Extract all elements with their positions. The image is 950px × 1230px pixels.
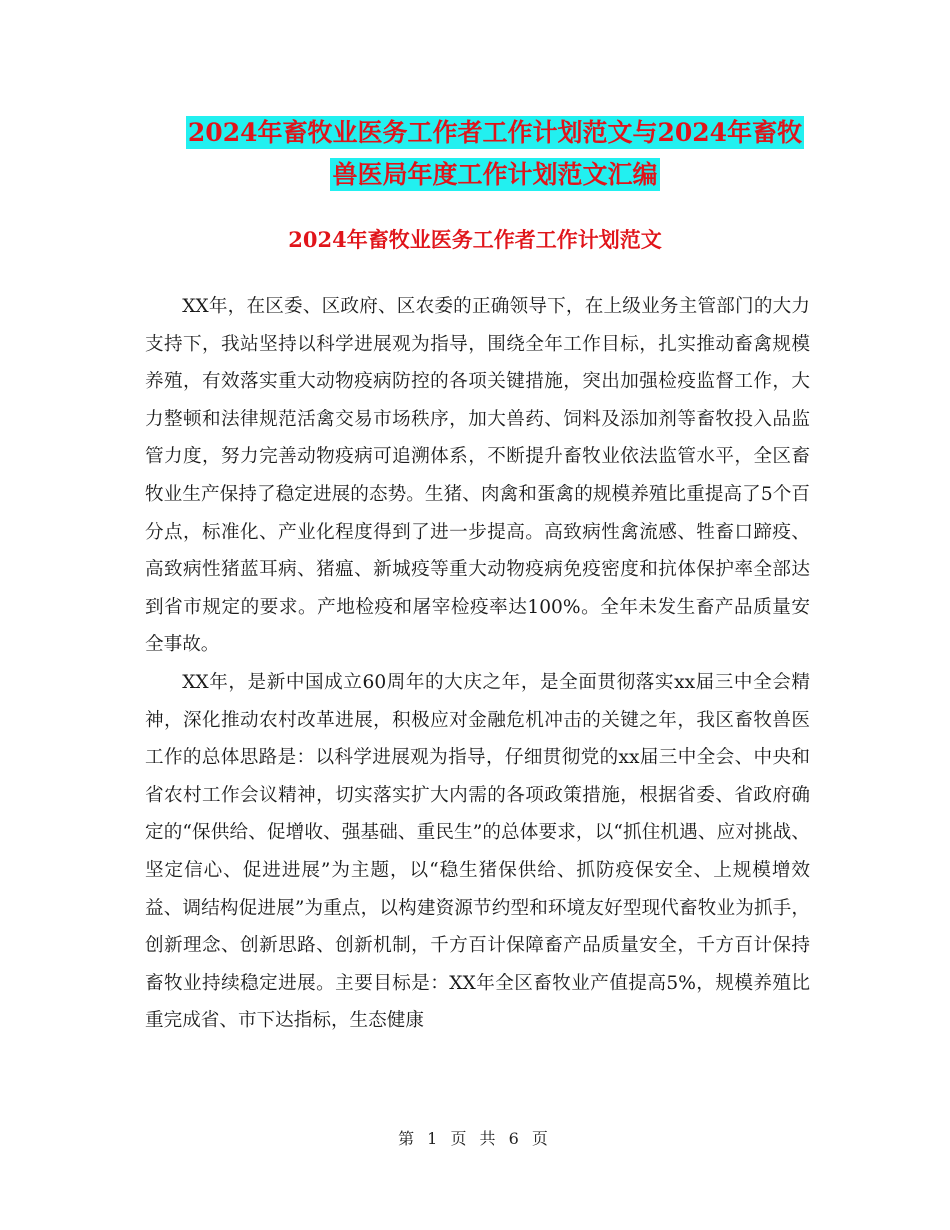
paragraph-2: XX年，是新中国成立60周年的大庆之年，是全面贯彻落实xx届三中全会精神，深化推动农村改革进展，积极应对金融危机冲击的关键之年，我区畜牧兽医工作的总体思路是：以科学进展观为指导，仔细贯彻党的xx届三中全会、中央和省农村工作会议精神，切实落实扩大内需的各项政策措施，根据省委、省政府确定的“保供给、促增收、强基础、重民生”的总体要求，以“抓住机遇、应对挑战、坚定信心、促进进展”为主题，以“稳生猪保供给、抓防疫保安全、上规模增效益、调结构促进展”为重点，以构建资源节约型和环境友好型现代畜牧业为抓手，创新理念、创新思路、创新机制，千方百计保障畜产品质量安全，千方百计保持畜牧业持续稳定进展。主要目标是：XX年全区畜牧业产值提高5%，规模养殖比重完成省、市下达指标，生态健康 [145, 671, 810, 1032]
page-footer: 第 1 页 共 6 页 [398, 1129, 552, 1148]
main-title-line2: 兽医局年度工作计划范文汇编 [332, 160, 658, 189]
paragraph-1: XX年，在区委、区政府、区农委的正确领导下，在上级业务主管部门的大力支持下，我站坚持以科学进展观为指导，围绕全年工作目标，扎实推动畜禽规模养殖，有效落实重大动物疫病防控的各项关键措施，突出加强检疫监督工作，大力整顿和法律规范活禽交易市场秩序，加大兽药、饲料及添加剂等畜牧投入品监管力度，努力完善动物疫病可追溯体系，不断提升畜牧业依法监管水平，全区畜牧业生产保持了稳定进展的态势。生猪、肉禽和蛋禽的规模养殖比重提高了5个百分点，标准化、产业化程度得到了进一步提高。高致病性禽流感、牲畜口蹄疫、高致病性猪蓝耳病、猪瘟、新城疫等重大动物疫病免疫密度和抗体保护率全部达到省市规定的要求。产地检疫和屠宰检疫率达100%。全年未发生畜产品质量安全事故。 [145, 296, 810, 656]
body-text [145, 288, 810, 1040]
main-title [145, 112, 845, 196]
section-title: 2024年畜牧业医务工作者工作计划范文 [288, 227, 662, 252]
main-title-line1: 2024年畜牧业医务工作者工作计划范文与2024年畜牧 [187, 118, 803, 147]
